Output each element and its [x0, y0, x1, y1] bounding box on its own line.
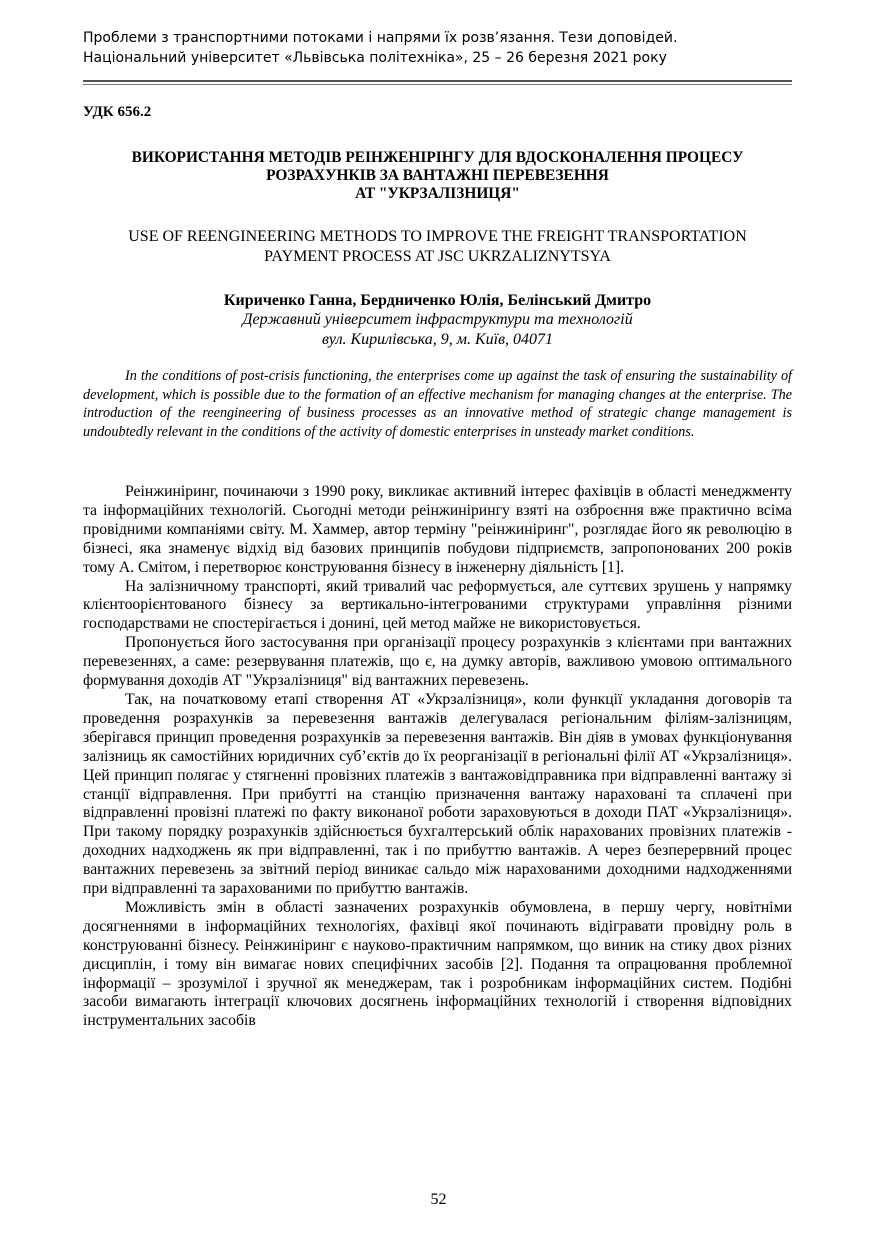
paragraph: Пропонується його застосування при організації процесу розрахунків з клієнтами при вантажних перевезеннях, а саме: резервування платежів, що є, на думку авторів, важливою умовою оптимального формування доходів АТ "Укрзалізниця" від вантажних перевезень. [83, 634, 792, 690]
title-ukrainian [83, 149, 792, 203]
title-english [83, 227, 792, 267]
header-rule [83, 80, 792, 82]
paragraph: Так, на початковому етапі створення АТ «Укрзалізниця», коли функції укладання договорів та проведення розрахунків за перевезення вантажів делегувалася регіональним філіям-залізницям, зберігався принцип проведення розрахунків за перевезення вантажів. Він діяв в умовах функціонування залізниць як самостійних юридичних суб’єктів до їх реорганізації в регіональні філії АТ «Укрзалізниця». Цей принцип полягає у стягненні провізних платежів з вантажовідправника при відправленні вантажу зі станції відправлення. При прибутті на станцію призначення вантажу нараховані та сплачені при відправленні провізні платежі по факту виконаної роботи зараховуються в доходи ПАТ «Укрзалізниця». При такому порядку розрахунків здійснюється бухгалтерський облік нарахованих провізних платежів - доходних надходжень як при відправленні, так і по прибуттю вантажів. А через безперервний процес вантажних перевезень за звітний період виникає сальдо між нарахованими доходними надходженнями при відправленні та зарахованими по прибуттю вантажів. [83, 690, 792, 898]
title-uk-line-1: ВИКОРИСТАННЯ МЕТОДІВ РЕІНЖЕНІРІНГУ ДЛЯ ВДОСКОНАЛЕННЯ ПРОЦЕСУ [131, 149, 744, 166]
paragraph: На залізничному транспорті, який тривалий час реформується, але суттєвих зрушень у напрямку клієнтоорієнтованого бізнесу за вертикально-інтегрованими структурами управління різними господарствами не спостерігається і донині, цей метод майже не використовується. [83, 577, 792, 633]
title-en-line-1: USE OF REENGINEERING METHODS TO IMPROVE THE FREIGHT TRANSPORTATION [128, 228, 747, 245]
running-header-line-1: Проблеми з транспортними потоками і напрями їх розв’язання. Тези доповідей. [83, 30, 678, 46]
title-uk-line-3: АТ "УКРЗАЛІЗНИЦЯ" [355, 185, 520, 202]
affiliation-institution: Державний університет інфраструктури та технологій [242, 311, 633, 328]
page-number: 52 [430, 1191, 447, 1208]
paragraph: Реінжиніринг, починаючи з 1990 року, викликає активний інтерес фахівців в області менеджменту та інформаційних технологій. Сьогодні методи реінжинірингу взяті на озброєння вже практично всіма провідними компаніями світу. М. Хаммер, автор терміну "реінжиніринг", розглядає його як революцію в бізнесі, яка знаменує відхід від базових принципів побудови підприємств, запропонованих 200 років тому А. Смітом, і перетворює конструювання бізнесу в інженерну діяльність [1]. [83, 483, 792, 576]
abstract: In the conditions of post-crisis functioning, the enterprises come up against the task of ensuring the sustainability of development, which is possible due to the formation of an effective mechanism for managing changes at the enterprise. The introduction of the reengineering of business processes as an innovative method of strategic change management is undoubtedly relevant in the conditions of the activity of domestic enterprises in unsteady market conditions. [83, 368, 792, 440]
body-text [83, 483, 792, 1031]
affiliation [83, 310, 792, 350]
running-header [83, 28, 793, 68]
title-uk-line-2: РОЗРАХУНКІВ ЗА ВАНТАЖНІ ПЕРЕВЕЗЕННЯ [266, 167, 609, 184]
affiliation-address: вул. Кирилівська, 9, м. Київ, 04071 [321, 331, 554, 348]
header-rule-thin [83, 84, 792, 85]
authors: Кириченко Ганна, Бердниченко Юлія, Белінський Дмитро [223, 292, 652, 309]
title-en-line-2: PAYMENT PROCESS AT JSC UKRZALIZNYTSYA [264, 248, 611, 265]
running-header-line-2: Національний університет «Львівська політехніка», 25 – 26 березня 2021 року [83, 50, 667, 66]
paragraph: Можливість змін в області зазначених розрахунків обумовлена, в першу чергу, новітніми досягненнями в інформаційних технологіях, фахівці якої починають відігравати провідну роль в конструюванні бізнесу. Реінжиніринг є науково-практичним напрямком, що виник на стику двох різних дисциплін, і тому він вимагає нових специфічних засобів [2]. Подання та опрацювання проблемної інформації – зрозумілої і зручної як менеджерам, так і розробникам інформаційних систем. Подібні засоби вимагають інтеграції ключових досягнень інформаційних технологій і створення відповідних інструментальних засобів [83, 898, 792, 1030]
udk-code: УДК 656.2 [83, 104, 152, 120]
